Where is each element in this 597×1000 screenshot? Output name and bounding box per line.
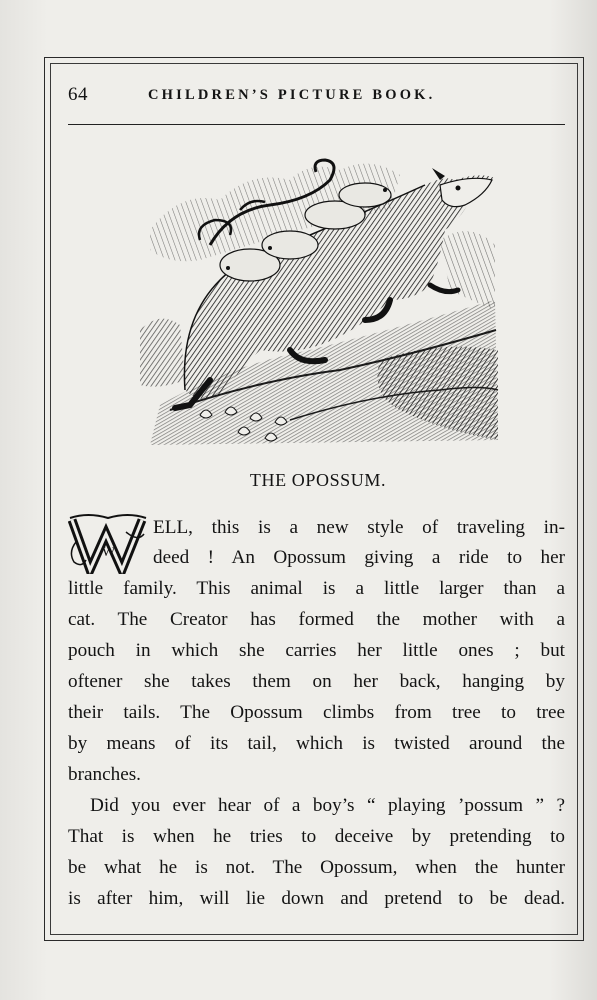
dropcap-letter: W — [102, 545, 116, 560]
paragraph2-line-2: That is when he tries to deceive by pretending to — [68, 826, 565, 847]
illustration-caption: THE OPOSSUM. — [249, 470, 387, 490]
running-header — [68, 84, 568, 108]
book-title: CHILDREN’S PICTURE BOOK. — [148, 87, 436, 103]
paragraph1-line-2: deed ! An Opossum giving a ride to her — [153, 547, 565, 568]
paragraph2-line-3: be what he is not. The Opossum, when the hunter — [68, 857, 565, 878]
header-rule — [68, 124, 565, 125]
ornate-dropcap-w-icon — [68, 512, 148, 574]
paragraph1-line-3: little family. This animal is a little larger than a — [68, 578, 565, 599]
paragraph2-line-1: Did you ever hear of a boy’s “ playing ’possum ” ? — [90, 795, 565, 816]
paragraph1-line-9: branches. — [68, 764, 141, 785]
paragraph1-line-4: cat. The Creator has formed the mother with a — [68, 609, 565, 630]
paragraph1-line-5: pouch in which she carries her little ones ; but — [68, 640, 565, 661]
page-number: 64 — [68, 84, 88, 105]
paragraph2-line-4: is after him, will lie down and pretend to be dead. — [68, 888, 565, 909]
paragraph1-line-1: ELL, this is a new style of traveling in- — [153, 517, 565, 538]
opossum-with-young-engraving-icon — [140, 150, 500, 450]
paragraph1-line-8: by means of its tail, which is twisted around the — [68, 733, 565, 754]
paragraph1-line-7: their tails. The Opossum climbs from tree to tree — [68, 702, 565, 723]
paragraph1-line-6: oftener she takes them on her back, hanging by — [68, 671, 565, 692]
